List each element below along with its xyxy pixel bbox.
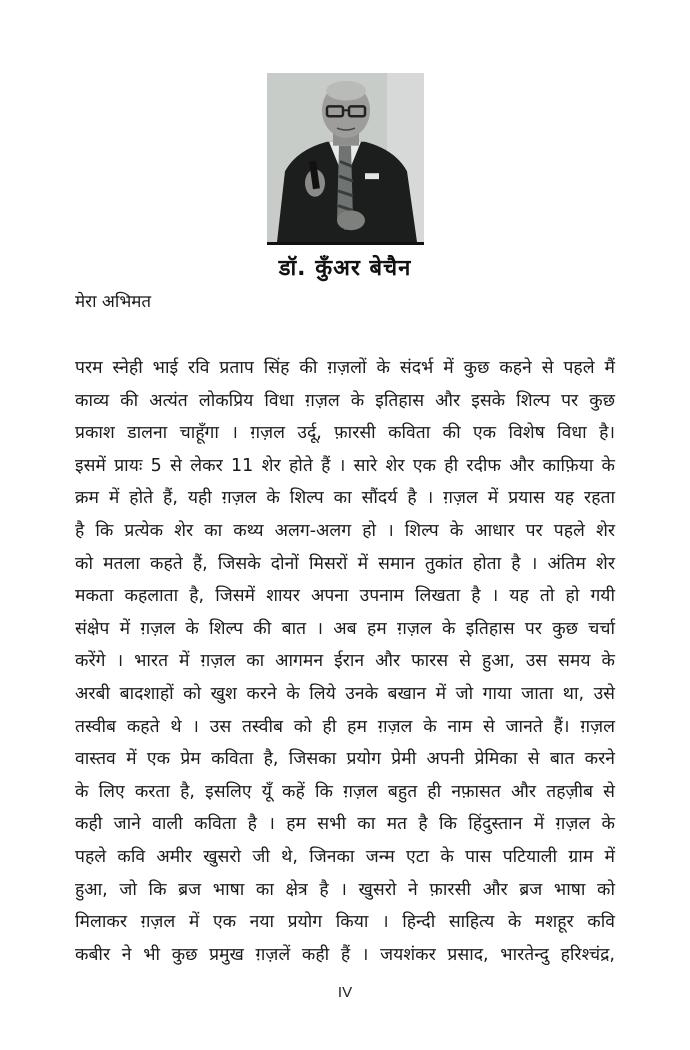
text-line: क्रम में होते हैं, यही ग़ज़ल के शिल्प का सौंदर्य है । ग़ज़ल में प्रयास यह रहता: [75, 488, 615, 509]
section-heading: मेरा अभिमत: [75, 292, 152, 312]
page-number: IV: [337, 984, 353, 1001]
text-line: मकता कहलाता है, जिसमें शायर अपना उपनाम लिखता है । यह तो हो गयी: [75, 586, 615, 607]
author-portrait-image: [267, 73, 424, 242]
text-line: परम स्नेही भाई रवि प्रताप सिंह की ग़ज़लों के संदर्भ में कुछ कहने से पहले मैं: [75, 358, 615, 378]
text-line: करेंगे । भारत में ग़ज़ल का आगमन ईरान और फारस से हुआ, उस समय के: [75, 651, 615, 672]
text-line: कबीर ने भी कुछ प्रमुख ग़ज़लें कही हैं । जयशंकर प्रसाद, भारतेन्दु हरिश्चंद्र,: [75, 944, 615, 965]
text-line: काव्य की अत्यंत लोकप्रिय विधा ग़ज़ल के इतिहास और इसके शिल्प पर कुछ: [75, 390, 615, 411]
text-line: तस्वीब कहते थे । उस तस्वीब को ही हम ग़ज़ल के नाम से जानते हैं। ग़ज़ल: [75, 716, 615, 737]
text-line: इसमें प्रायः 5 से लेकर 11 शेर होते हैं । सारे शेर एक ही रदीफ और काफ़िया के: [75, 455, 615, 476]
text-line: कही जाने वाली कविता है । हम सभी का मत है कि हिंदुस्तान में ग़ज़ल के: [75, 814, 615, 835]
text-line: है कि प्रत्येक शेर का कथ्य अलग-अलग हो । शिल्प के आधार पर पहले शेर: [75, 520, 615, 541]
text-line: अरबी बादशाहों को खुश करने के लिये उनके बखान में जो गाया जाता था, उसे: [75, 683, 615, 704]
text-line: वास्तव में एक प्रेम कविता है, जिसका प्रयोग प्रेमी अपनी प्रेमिका से बात करने: [75, 749, 615, 770]
text-line: को मतला कहते हैं, जिसके दोनों मिसरों में समान तुकांत होता है । अंतिम शेर: [75, 553, 615, 574]
author-name: डॉ. कुँअर बेचैन: [278, 256, 412, 281]
text-line: प्रकाश डालना चाहूँगा । ग़ज़ल उर्दू, फ़ारसी कविता की एक विशेष विधा है।: [75, 423, 615, 444]
text-line: पहले कवि अमीर खुसरो जी थे, जिनका जन्म एटा के पास पटियाली ग्राम में: [75, 846, 615, 867]
text-line: के लिए करता है, इसलिए यूँ कहें कि ग़ज़ल बहुत ही नफ़ासत और तहज़ीब से: [75, 781, 615, 802]
text-line: हुआ, जो कि ब्रज भाषा का क्षेत्र है । खुसरो ने फ़ारसी और ब्रज भाषा को: [75, 879, 615, 900]
text-line: संक्षेप में ग़ज़ल के शिल्प की बात । अब हम ग़ज़ल के इतिहास पर कुछ चर्चा: [75, 618, 615, 639]
body-paragraph: [75, 352, 615, 971]
text-line: मिलाकर ग़ज़ल में एक नया प्रयोग किया । हिन्दी साहित्य के मशहूर कवि: [75, 912, 615, 933]
author-photo: [267, 73, 424, 245]
